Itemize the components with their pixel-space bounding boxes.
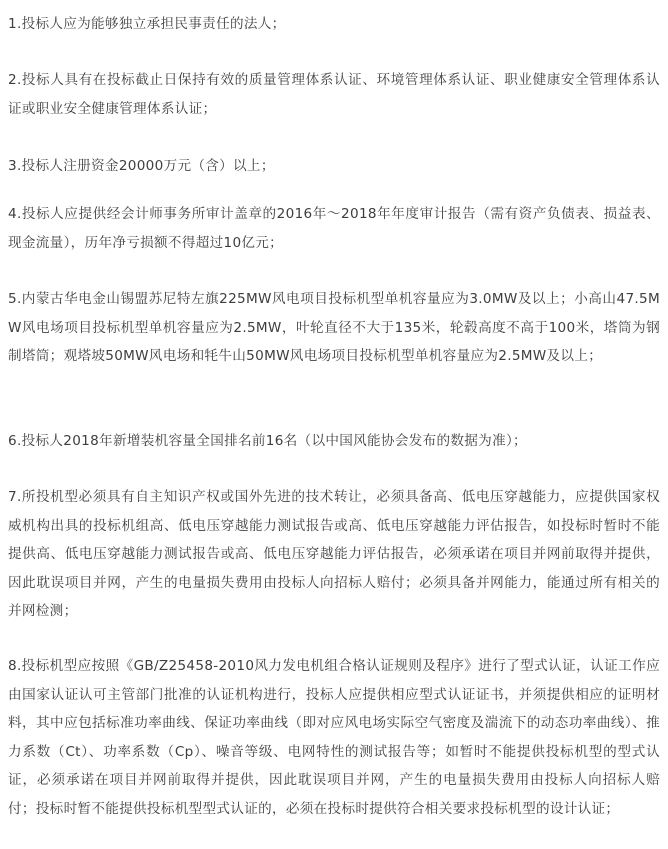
requirement-paragraph-2: 2.投标人具有在投标截止日保持有效的质量管理体系认证、环境管理体系认证、职业健康安全管理体系认证或职业安全健康管理体系认证； (8, 72, 660, 117)
requirement-paragraph-6: 6.投标人2018年新增装机容量全国排名前16名（以中国风能协会发布的数据为准）； (8, 433, 527, 449)
requirement-paragraph-4: 4.投标人应提供经会计师事务所审计盖章的2016年～2018年年度审计报告（需有资产负债表、损益表、现金流量），历年净亏损额不得超过10亿元； (8, 206, 660, 251)
requirement-paragraph-8: 8.投标机型应按照《GB/Z25458-2010风力发电机组合格认证规则及程序》进行了型式认证，认证工作应由国家认证认可主管部门批准的认证机构进行，投标人应提供相应型式认证证书，并须提供相应的证明材料，其中应包括标准功率曲线、保证功率曲线（即对应风电场实际空气密度及湍流下的动态功率曲线）、推力系数（Ct）、功率系数（Cp）、噪音等级、电网特性的测试报告等；如暂时不能提供投标机型的型式认证，必须承诺在项目并网前取得并提供，因此耽误项目并网，产生的电量损失费用由投标人向招标人赔付；投标时暂不能提供投标机型型式认证的，必须在投标时提供符合相关要求投标机型的设计认证； (8, 658, 660, 817)
requirement-paragraph-7: 7.所投机型必须具有自主知识产权或国外先进的技术转让，必须具备高、低电压穿越能力，应提供国家权威机构出具的投标机组高、低电压穿越能力测试报告或高、低电压穿越能力评估报告，如投标时暂时不能提供高、低电压穿越能力测试报告或高、低电压穿越能力评估报告，必须承诺在项目并网前取得并提供，因此耽误项目并网，产生的电量损失费用由投标人向招标人赔付；必须具备并网能力，能通过所有相关的并网检测； (8, 489, 660, 619)
requirement-paragraph-1: 1.投标人应为能够独立承担民事责任的法人； (8, 16, 286, 32)
requirement-paragraph-3: 3.投标人注册资金20000万元（含）以上； (8, 158, 275, 174)
requirement-paragraph-5: 5.内蒙古华电金山锡盟苏尼特左旗225MW风电项目投标机型单机容量应为3.0MW及以上；小高山47.5MW风电场项目投标机型单机容量应为2.5MW，叶轮直径不大于135米，轮毂高度不高于100米，塔筒为钢制塔筒；观塔坡50MW风电场和牦牛山50MW风电场项目投标机型单机容量应为2.5MW及以上； (8, 291, 660, 364)
